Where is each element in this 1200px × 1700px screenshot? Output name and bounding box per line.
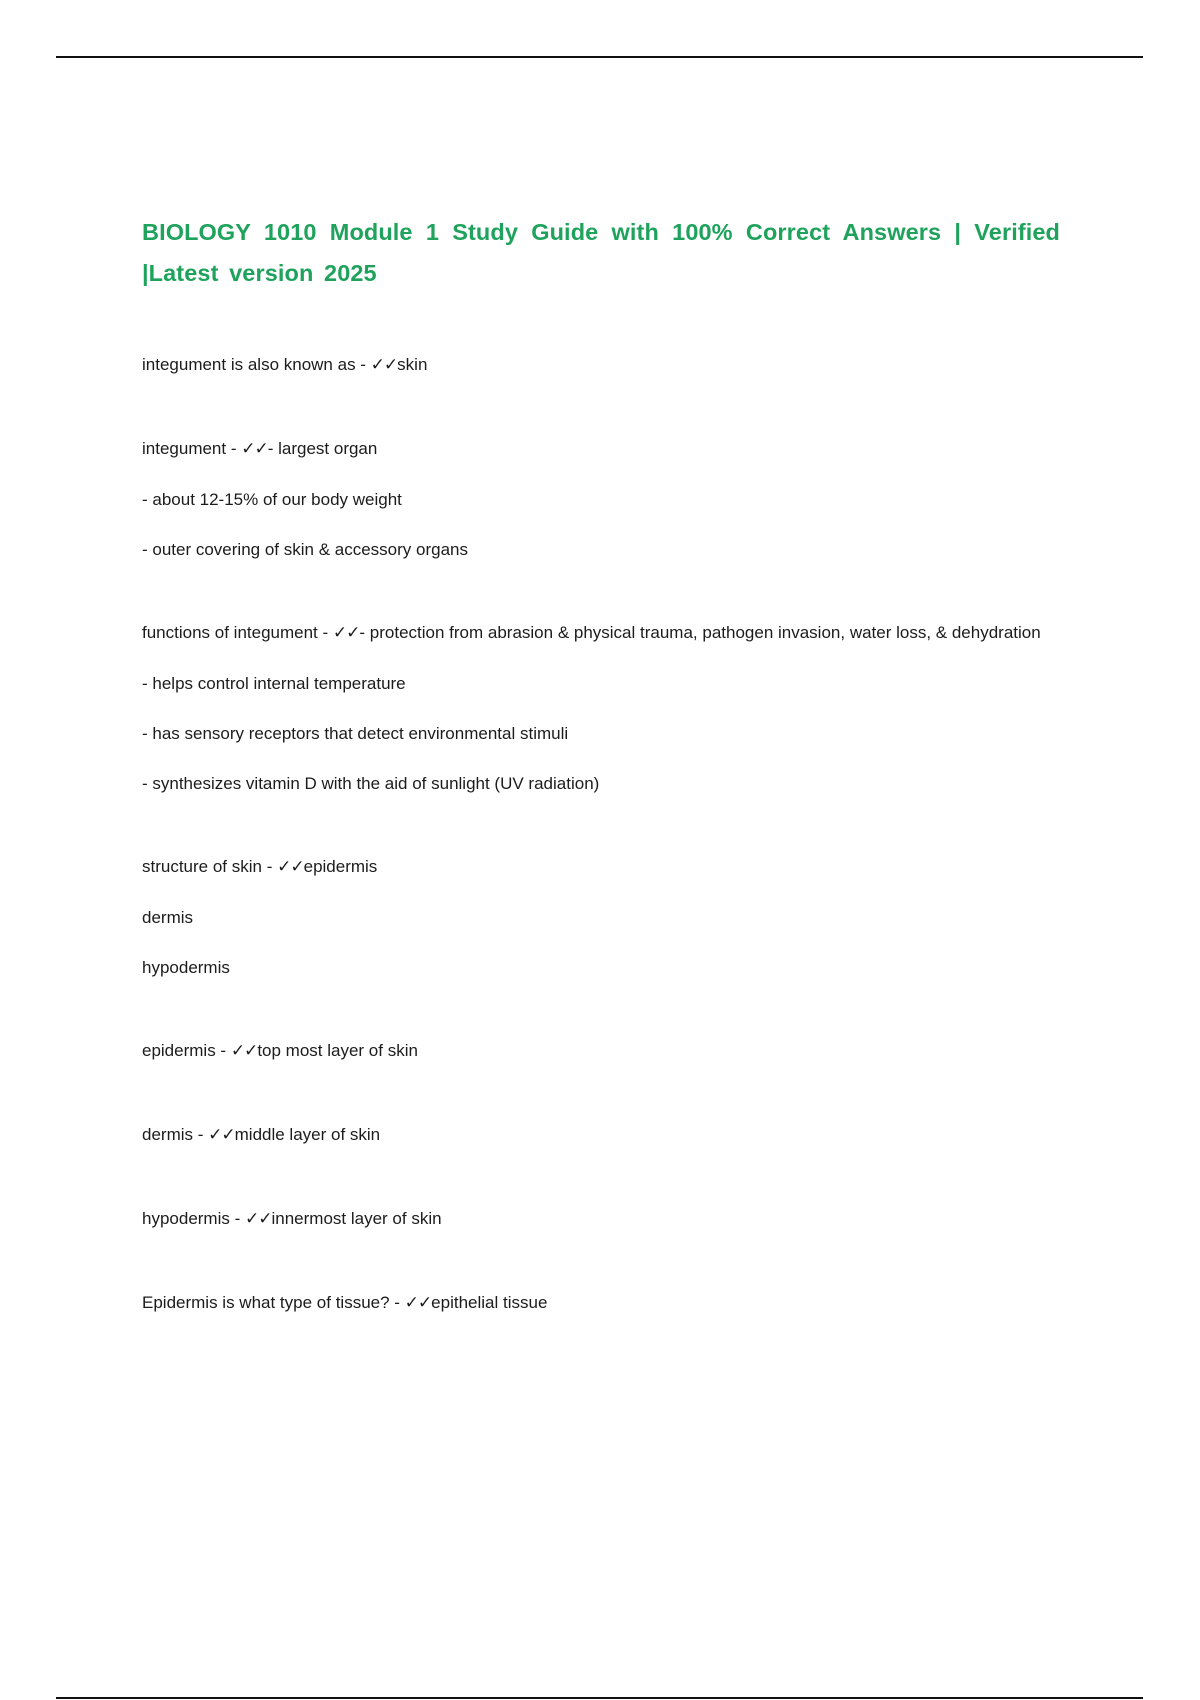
qa-question-line: [142, 1035, 1060, 1067]
qa-entry: [142, 349, 1060, 381]
qa-question-line: [142, 349, 1060, 381]
double-check-icon: ✓✓: [277, 857, 304, 877]
answer-text: top most layer of skin: [257, 1041, 418, 1060]
qa-question-line: [142, 617, 1060, 649]
question-text: integument -: [142, 439, 242, 458]
answer-text: - protection from abrasion & physical trauma, pathogen invasion, water loss, & dehydration: [359, 623, 1041, 642]
answer-continuation: - synthesizes vitamin D with the aid of sunlight (UV radiation): [142, 774, 600, 793]
question-text: structure of skin -: [142, 857, 278, 876]
double-check-icon: ✓✓: [332, 623, 360, 643]
qa-list: [142, 349, 1060, 1319]
answer-text: middle layer of skin: [234, 1125, 381, 1144]
qa-entry: [142, 433, 1060, 565]
document-title: BIOLOGY 1010 Module 1 Study Guide with 100% Correct Answers | Verified |Latest version 2025: [142, 219, 1060, 286]
qa-entry: [142, 1035, 1060, 1067]
qa-entry: [142, 1119, 1060, 1151]
answer-continuation: - has sensory receptors that detect environmental stimuli: [142, 724, 569, 743]
answer-text: skin: [397, 355, 428, 374]
answer-continuation: dermis: [142, 908, 194, 927]
footer-rule: [56, 1697, 1143, 1699]
double-check-icon: ✓✓: [244, 1209, 272, 1229]
qa-entry: [142, 617, 1060, 799]
answer-text: epidermis: [303, 857, 378, 876]
double-check-icon: ✓✓: [241, 439, 268, 459]
double-check-icon: ✓✓: [230, 1041, 258, 1061]
qa-entry: [142, 851, 1060, 983]
qa-question-line: [142, 1119, 1060, 1151]
question-text: Epidermis is what type of tissue? -: [142, 1293, 405, 1312]
answer-continuation: - outer covering of skin & accessory organs: [142, 540, 468, 559]
qa-question-line: [142, 433, 1060, 465]
double-check-icon: ✓✓: [370, 355, 398, 375]
question-text: dermis -: [142, 1125, 209, 1144]
question-text: hypodermis -: [142, 1209, 245, 1228]
qa-entry: [142, 1287, 1060, 1319]
double-check-icon: ✓✓: [404, 1293, 432, 1313]
question-text: functions of integument -: [142, 623, 333, 642]
qa-entry: [142, 1203, 1060, 1235]
header-rule: [56, 56, 1143, 58]
double-check-icon: ✓✓: [208, 1125, 235, 1145]
question-text: epidermis -: [142, 1041, 231, 1060]
answer-text: epithelial tissue: [431, 1293, 548, 1312]
qa-question-line: [142, 1287, 1060, 1319]
answer-text: innermost layer of skin: [271, 1209, 442, 1228]
qa-question-line: [142, 851, 1060, 883]
document-page: [142, 212, 1060, 1371]
answer-continuation: hypodermis: [142, 958, 230, 977]
question-text: integument is also known as -: [142, 355, 371, 374]
answer-continuation: - helps control internal temperature: [142, 674, 406, 693]
qa-question-line: [142, 1203, 1060, 1235]
answer-continuation: - about 12-15% of our body weight: [142, 490, 402, 509]
answer-text: - largest organ: [267, 439, 378, 458]
